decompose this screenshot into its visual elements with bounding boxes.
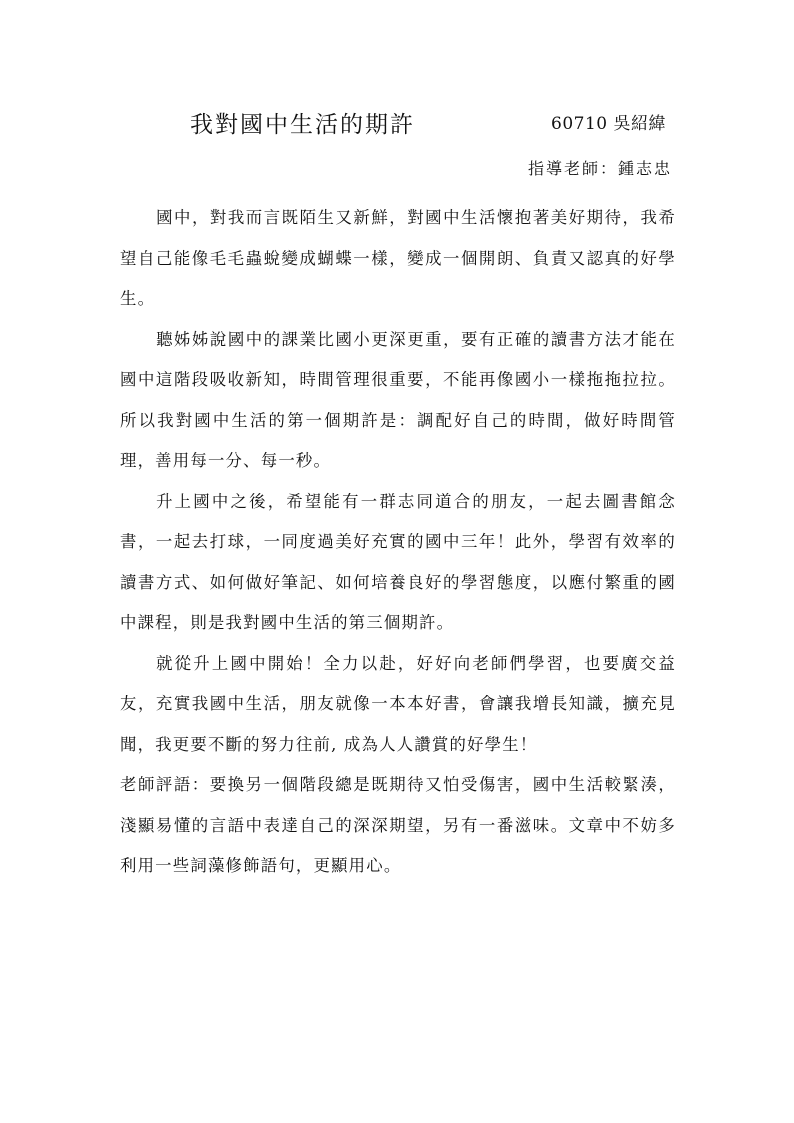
teacher-comment: 老師評語：要換另一個階段總是既期待又怕受傷害，國中生活較緊湊，淺顯易懂的言語中表達自己的深深期望，另有一番滋味。文章中不妨多利用一些詞藻修飾語句，更顯用心。 xyxy=(120,775,676,875)
student-id-name: 60710 吳紹緯 xyxy=(551,114,666,134)
header xyxy=(0,106,794,140)
paragraph-3: 升上國中之後，希望能有一群志同道合的朋友，一起去圖書館念書，一起去打球，一同度過美好充實的國中三年！此外，學習有效率的讀書方式、如何做好筆記、如何培養良好的學習態度，以應付繁重的國中課程，則是我對國中生活的第三個期許。 xyxy=(120,491,676,632)
paragraph-2: 聽姊姊說國中的課業比國小更深更重，要有正確的讀書方法才能在國中這階段吸收新知，時間管理很重要，不能再像國小一樣拖拖拉拉。所以我對國中生活的第一個期許是：調配好自己的時間，做好時間管理，善用每一分、每一秒。 xyxy=(120,329,676,470)
paragraph-4: 就從升上國中開始！全力以赴，好好向老師們學習，也要廣交益友，充實我國中生活，朋友就像一本本好書，會讓我增長知識，擴充見聞，我更要不斷的努力往前, 成為人人讚賞的好學生！ xyxy=(120,653,676,754)
essay-title: 我對國中生活的期許 xyxy=(190,112,415,138)
paragraph-1: 國中，對我而言既陌生又新鮮，對國中生活懷抱著美好期待，我希望自己能像毛毛蟲蛻變成蝴蝶一樣，變成一個開朗、負責又認真的好學生。 xyxy=(120,208,676,308)
instructor-line: 指導老師：鍾志忠 xyxy=(527,159,672,178)
essay-body xyxy=(120,198,676,887)
